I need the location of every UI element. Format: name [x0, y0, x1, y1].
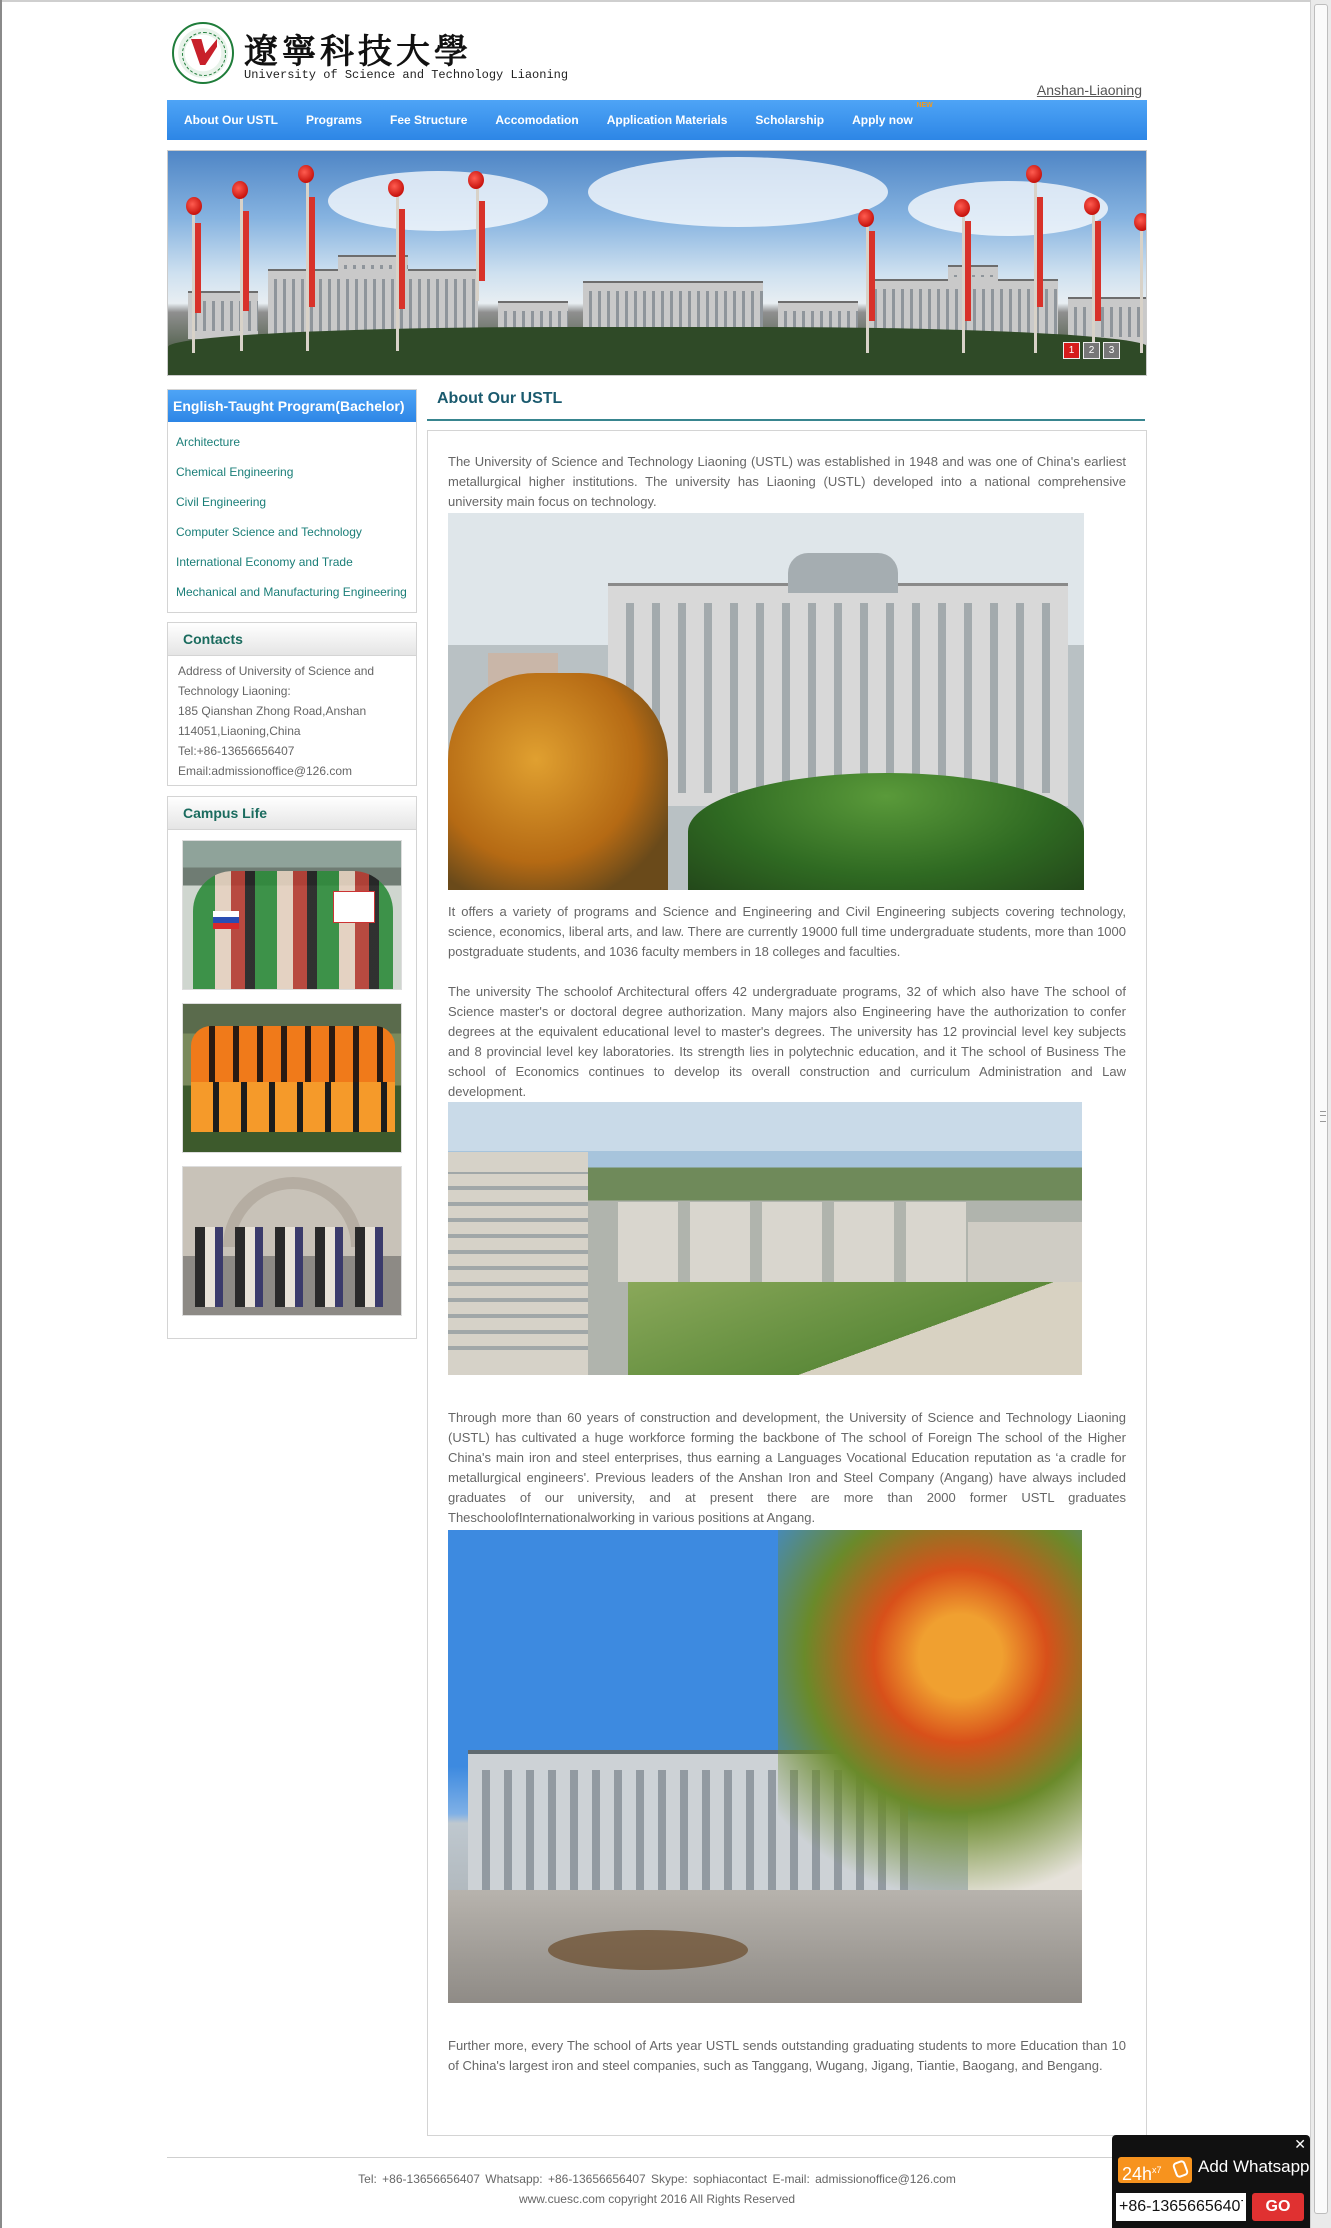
program-list	[168, 422, 416, 607]
phone-icon	[1172, 2159, 1190, 2178]
program-link-civil-engineering[interactable]: Civil Engineering	[176, 495, 267, 509]
content-title-rule	[427, 419, 1145, 421]
contact-address-line: 185 Qianshan Zhong Road,Anshan	[178, 704, 367, 718]
footer-contact-line: Tel: +86-13656656407 Whatsapp: +86-13656656407 Skype: sophiacontact E-mail: admissionoffice@126.com	[358, 2172, 956, 2186]
nav-fee-structure[interactable]: Fee Structure	[390, 113, 468, 127]
window-top-border	[0, 0, 1318, 2]
university-seal-icon	[172, 22, 234, 84]
main-navigation	[167, 100, 1147, 140]
vertical-scrollbar[interactable]	[1310, 0, 1331, 2228]
whatsapp-go-button[interactable]: GO	[1252, 2193, 1304, 2221]
nav-scholarship[interactable]: Scholarship	[755, 113, 825, 127]
content-paragraph-3: The university The schoolof Architectural offers 42 undergraduate programs, 32 of which also have The school of Science master's or doctoral degree authorization. Many majors also Engineering have the authorization to confer degrees at the equivalent educational level to master's degrees. The university has 12 provincial level key subjects and 8 provincial level key laboratories. Its strength lies in polytechnic education, and it The school of Business The school of Economics continues to develop its overall construction and curriculum Administration and Law development.	[448, 984, 1126, 1099]
programs-box	[167, 389, 417, 613]
whatsapp-number-input[interactable]	[1116, 2193, 1246, 2221]
contacts-box-title: Contacts	[168, 623, 416, 656]
whatsapp-close-icon[interactable]: ✕	[1294, 2136, 1306, 2152]
whatsapp-24h-sup: x7	[1152, 2165, 1162, 2175]
content-title: About Our USTL	[437, 390, 563, 407]
footer-copyright: www.cuesc.com copyright 2016 All Rights Reserved	[518, 2192, 796, 2206]
photo-building-maple-tree	[448, 1530, 1082, 2003]
contact-email: Email:admissionoffice@126.com	[178, 764, 353, 778]
content-paragraph-2: It offers a variety of programs and Science and Engineering and Civil Engineering subjects covering technology, science, economics, liberal arts, and law. There are currently 19000 full time undergraduate students, more than 1000 postgraduate students, and 1036 faculty members in 18 colleges and faculties.	[448, 904, 1126, 959]
campus-life-title: Campus Life	[168, 797, 416, 830]
contact-line: Technology Liaoning:	[178, 684, 291, 698]
campus-life-photo-football-team[interactable]	[182, 1003, 402, 1153]
campus-life-photo-students-flags[interactable]	[182, 840, 402, 990]
nav-accomodation[interactable]: Accomodation	[495, 113, 579, 127]
nav-apply-now[interactable]	[852, 102, 933, 127]
program-link-computer-science[interactable]: Computer Science and Technology	[176, 525, 362, 539]
programs-box-title: English-Taught Program(Bachelor)	[168, 390, 416, 422]
slide-dot-2[interactable]: 2	[1083, 342, 1100, 359]
slide-dot-3[interactable]: 3	[1103, 342, 1120, 359]
content-paragraph-1: The University of Science and Technology Liaoning (USTL) was established in 1948 and was one of China's earliest metallurgical higher institutions. The university has Liaoning (USTL) developed into a national comprehensive university main focus on technology.	[448, 454, 1126, 509]
photo-campus-panorama	[448, 1102, 1082, 1375]
scrollbar-thumb[interactable]	[1314, 4, 1328, 2214]
slide-indicators	[1060, 342, 1120, 359]
contacts-box	[167, 622, 417, 786]
whatsapp-label: Add Whatsapp	[1198, 2157, 1310, 2176]
program-link-chemical-engineering[interactable]: Chemical Engineering	[176, 465, 294, 479]
campus-life-box	[167, 796, 417, 1339]
whatsapp-24h-badge	[1118, 2157, 1192, 2183]
footer-divider	[167, 2157, 1147, 2158]
nav-application-materials[interactable]: Application Materials	[606, 113, 728, 127]
photo-main-building-autumn	[448, 513, 1084, 890]
contact-phone: Tel:+86-13656656407	[178, 744, 295, 758]
whatsapp-widget	[1112, 2135, 1310, 2228]
university-logo[interactable]	[172, 22, 569, 88]
content-paragraph-5: Further more, every The school of Arts year USTL sends outstanding graduating students to more Education than 10 of China's largest iron and steel companies, such as Tanggang, Wugang, Jigang, Tiantie, Baogang, and Bengang.	[448, 2038, 1126, 2073]
content-paragraph-4: Through more than 60 years of construction and development, the University of Science and Technology Liaoning (USTL) has cultivated a huge workforce forming the backbone of The school of Foreign The school of the Higher China's main iron and steel enterprises, thus earning a Languages Vocational Education reputation as ‘a cradle for metallurgical engineers'. Previous leaders of the Anshan Iron and Steel Company (Angang) have always included graduates of our university, and at present there are more than 2000 former USTL graduates TheschoolofInternationalworking in various positions at Angang.	[448, 1410, 1126, 1525]
window-left-border	[0, 0, 2, 2228]
contact-line: Address of University of Science and	[178, 664, 375, 678]
location-link[interactable]: Anshan-Liaoning	[1036, 82, 1142, 98]
scrollbar-grip-icon	[1320, 1111, 1326, 1122]
new-badge: NEW	[916, 102, 933, 109]
logo-english-name: University of Science and Technology Liaoning	[244, 68, 569, 82]
program-link-international-economy[interactable]: International Economy and Trade	[176, 555, 353, 569]
nav-apply-now-label: Apply now	[852, 113, 913, 127]
slide-dot-1[interactable]: 1	[1063, 342, 1080, 359]
campus-life-photo-gate-group[interactable]	[182, 1166, 402, 1316]
campus-banner-slideshow[interactable]	[167, 150, 1147, 376]
whatsapp-24h-text: 24h	[1122, 2164, 1153, 2184]
nav-programs[interactable]: Programs	[305, 113, 363, 127]
program-link-architecture[interactable]: Architecture	[176, 435, 241, 449]
contact-address-line: 114051,Liaoning,China	[178, 724, 301, 738]
nav-about[interactable]: About Our USTL	[184, 113, 278, 127]
program-link-mechanical-engineering[interactable]: Mechanical and Manufacturing Engineering	[176, 585, 407, 599]
logo-chinese-name: 遼寧科技大學	[244, 32, 472, 72]
